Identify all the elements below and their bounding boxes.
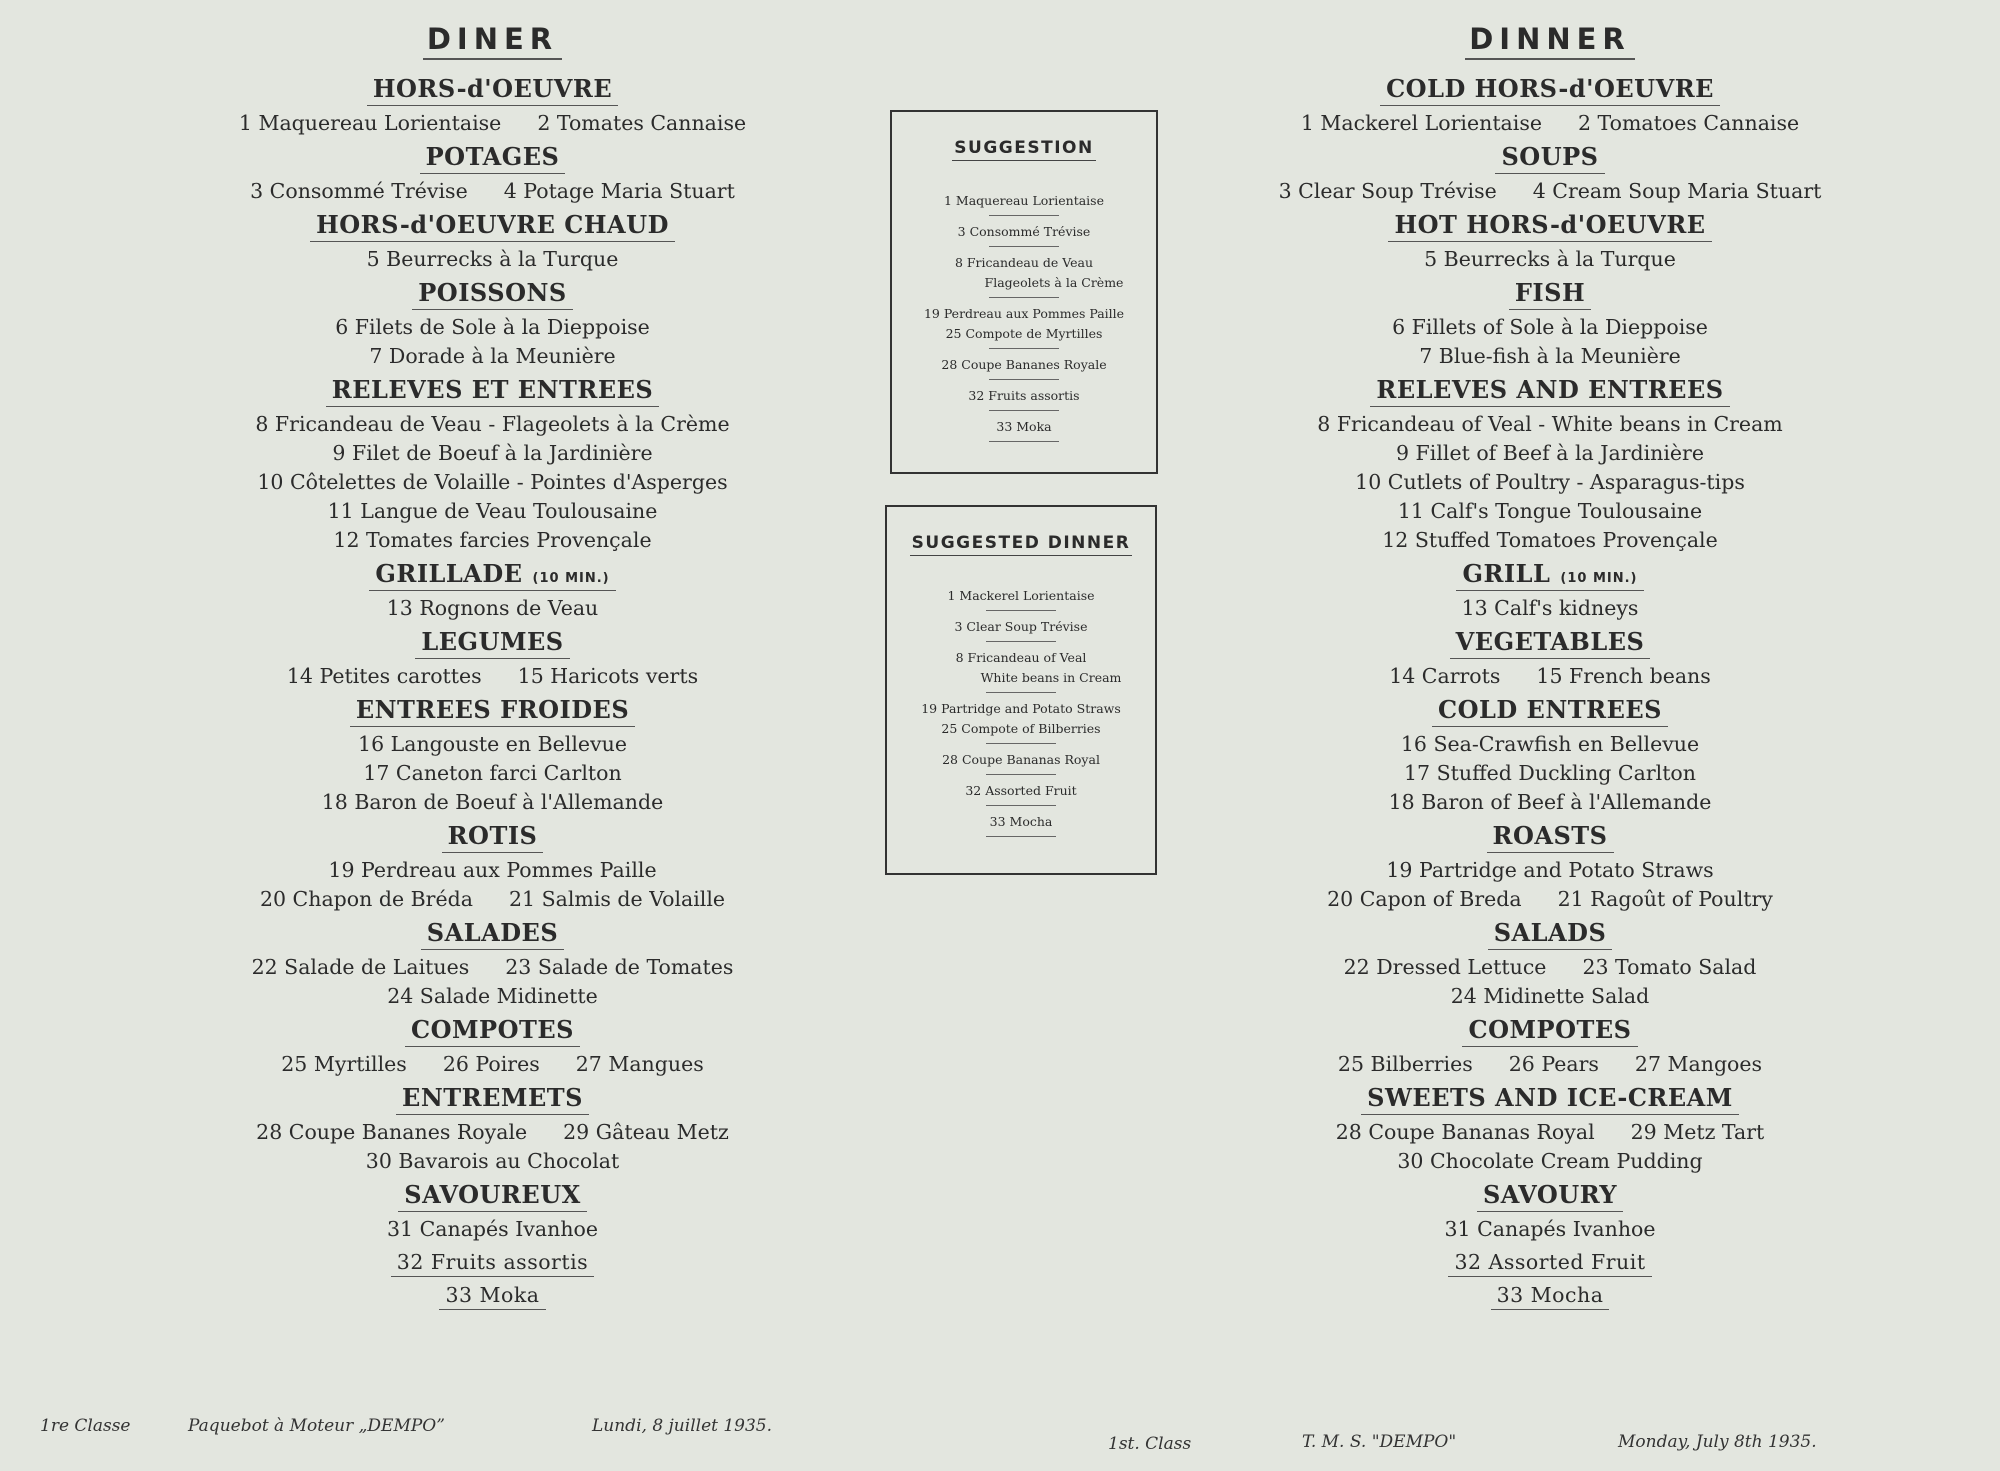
english-menu-title: DINNER xyxy=(1465,22,1635,60)
menu-item: 28 Coupe Bananes Royale xyxy=(256,1120,528,1144)
section-items xyxy=(1225,109,1875,138)
section-heading-text: SAVOUREUX xyxy=(404,1180,581,1209)
menu-item: 14 Carrots xyxy=(1389,664,1501,688)
menu-section xyxy=(185,371,800,555)
menu-section xyxy=(185,206,800,274)
menu-line xyxy=(185,885,800,914)
suggestion-item xyxy=(892,191,1156,211)
suggestion-box xyxy=(890,110,1158,474)
suggestion-item-line: 32 Assorted Fruit xyxy=(965,783,1077,798)
menu-line xyxy=(1225,953,1875,982)
french-menu xyxy=(185,22,800,1310)
menu-item: 16 Sea-Crawfish en Bellevue xyxy=(1400,732,1700,756)
menu-item: 25 Bilberries xyxy=(1337,1052,1473,1076)
menu-section xyxy=(185,817,800,914)
menu-section xyxy=(1225,623,1875,691)
menu-section xyxy=(1225,206,1875,274)
section-heading xyxy=(1380,74,1720,106)
suggestion-item-line: 25 Compote of Bilberries xyxy=(941,721,1101,736)
section-heading-text: ENTREES FROIDES xyxy=(355,695,630,724)
suggestion-item xyxy=(887,617,1155,637)
menu-line xyxy=(1225,1215,1875,1244)
suggestion-divider xyxy=(989,410,1059,411)
menu-item: 24 Midinette Salad xyxy=(1450,984,1650,1008)
section-heading xyxy=(1495,142,1604,174)
footer-en-class: 1st. Class xyxy=(1108,1434,1192,1454)
english-sections xyxy=(1225,70,1875,1310)
section-heading-text: HORS-d'OEUVRE xyxy=(372,74,613,103)
section-items xyxy=(1225,1050,1875,1079)
menu-line xyxy=(1225,245,1875,274)
menu-section xyxy=(1225,691,1875,817)
menu-section xyxy=(1225,1176,1875,1244)
menu-line xyxy=(185,788,800,817)
section-heading xyxy=(1509,278,1591,310)
suggested-dinner-title: SUGGESTED DINNER xyxy=(910,533,1133,556)
menu-item: 17 Stuffed Duckling Carlton xyxy=(1404,761,1696,785)
section-items xyxy=(1225,953,1875,1011)
footer-en-date: Monday, July 8th 1935. xyxy=(1618,1432,1817,1452)
menu-line xyxy=(1225,497,1875,526)
menu-section xyxy=(1225,274,1875,371)
section-heading-note: (10 MIN.) xyxy=(532,571,610,586)
menu-line xyxy=(185,982,800,1011)
menu-section xyxy=(185,1176,800,1244)
section-items xyxy=(1225,856,1875,914)
section-items xyxy=(1225,245,1875,274)
menu-section xyxy=(185,914,800,1011)
menu-tail xyxy=(185,1244,800,1310)
menu-section xyxy=(185,623,800,691)
tail-item-wrap xyxy=(1491,1283,1610,1310)
menu-item: 15 French beans xyxy=(1536,664,1711,688)
suggestion-item-line: 19 Partridge and Potato Straws xyxy=(921,701,1121,716)
menu-item: 26 Pears xyxy=(1508,1052,1599,1076)
suggestion-divider xyxy=(989,215,1059,216)
section-items xyxy=(185,856,800,914)
menu-item: 13 Calf's kidneys xyxy=(1461,596,1639,620)
menu-item: 15 Haricots verts xyxy=(517,664,699,688)
suggestion-divider xyxy=(989,348,1059,349)
menu-item: 7 Blue-fish à la Meunière xyxy=(1419,344,1681,368)
section-heading xyxy=(310,210,675,242)
section-heading xyxy=(442,821,544,853)
menu-item: 11 Langue de Veau Toulousaine xyxy=(327,499,658,523)
menu-line xyxy=(185,342,800,371)
suggestion-divider xyxy=(989,297,1059,298)
suggestion-item xyxy=(887,648,1155,688)
menu-item: 11 Calf's Tongue Toulousaine xyxy=(1397,499,1703,523)
menu-line xyxy=(1225,313,1875,342)
suggestion-divider xyxy=(986,743,1056,744)
menu-item: 21 Salmis de Volaille xyxy=(508,887,726,911)
menu-item: 3 Clear Soup Trévise xyxy=(1278,179,1497,203)
section-items xyxy=(185,730,800,817)
menu-item: 19 Perdreau aux Pommes Paille xyxy=(328,858,657,882)
section-items xyxy=(185,1215,800,1244)
menu-line xyxy=(185,109,800,138)
menu-item: 12 Stuffed Tomatoes Provençale xyxy=(1382,528,1718,552)
menu-item: 32 Assorted Fruit xyxy=(1454,1250,1646,1274)
section-heading-text: RELEVES ET ENTREES xyxy=(331,375,654,404)
section-heading-text: LEGUMES xyxy=(421,627,564,656)
section-heading xyxy=(396,1083,589,1115)
menu-item: 27 Mangoes xyxy=(1634,1052,1763,1076)
section-heading-text: SAVOURY xyxy=(1482,1180,1618,1209)
suggestion-divider xyxy=(986,610,1056,611)
english-menu xyxy=(1225,22,1875,1310)
tail-item-wrap xyxy=(391,1250,594,1277)
menu-item: 25 Myrtilles xyxy=(281,1052,407,1076)
menu-item: 17 Caneton farci Carlton xyxy=(363,761,622,785)
section-heading xyxy=(420,142,566,174)
menu-item: 22 Dressed Lettuce xyxy=(1343,955,1547,979)
menu-item: 21 Ragoût of Poultry xyxy=(1557,887,1773,911)
section-heading-text: SWEETS AND ICE-CREAM xyxy=(1367,1083,1733,1112)
section-heading-text: GRILLADE xyxy=(375,559,523,588)
menu-item: 30 Chocolate Cream Pudding xyxy=(1397,1149,1703,1173)
suggestion-item-line: 33 Mocha xyxy=(989,814,1053,829)
section-heading xyxy=(415,627,569,659)
suggestion-item-line: 32 Fruits assortis xyxy=(968,388,1080,403)
menu-section xyxy=(1225,70,1875,138)
section-heading xyxy=(367,74,618,106)
menu-line xyxy=(185,759,800,788)
section-heading-text: SOUPS xyxy=(1501,142,1599,171)
section-heading xyxy=(405,1015,580,1047)
suggestion-item xyxy=(892,304,1156,344)
section-heading xyxy=(1456,559,1643,591)
menu-item: 1 Maquereau Lorientaise xyxy=(238,111,502,135)
section-items xyxy=(1225,313,1875,371)
section-items xyxy=(185,109,800,138)
suggestion-item-line: White beans in Cream xyxy=(980,670,1122,685)
menu-section xyxy=(185,1079,800,1176)
menu-item: 30 Bavarois au Chocolat xyxy=(365,1149,620,1173)
menu-item: 33 Mocha xyxy=(1496,1283,1604,1307)
menu-line xyxy=(185,856,800,885)
suggestion-item xyxy=(887,781,1155,801)
menu-item: 31 Canapés Ivanhoe xyxy=(386,1217,598,1241)
section-heading-text: COLD ENTREES xyxy=(1437,695,1662,724)
section-heading-text: GRILL xyxy=(1462,559,1551,588)
section-heading-text: VEGETABLES xyxy=(1455,627,1645,656)
menu-section xyxy=(1225,1011,1875,1079)
menu-line xyxy=(1225,788,1875,817)
suggestion-items xyxy=(892,191,1156,442)
menu-item: 23 Salade de Tomates xyxy=(505,955,734,979)
section-heading-text: SALADES xyxy=(426,918,559,947)
suggestion-item-line: 8 Fricandeau de Veau xyxy=(954,255,1094,270)
menu-item: 12 Tomates farcies Provençale xyxy=(333,528,652,552)
section-heading xyxy=(1361,1083,1739,1115)
section-items xyxy=(185,1050,800,1079)
menu-line xyxy=(185,1050,800,1079)
menu-item: 24 Salade Midinette xyxy=(387,984,598,1008)
menu-line xyxy=(1225,1118,1875,1147)
menu-line xyxy=(185,526,800,555)
menu-item: 29 Gâteau Metz xyxy=(563,1120,729,1144)
menu-line xyxy=(1225,526,1875,555)
menu-item: 6 Fillets of Sole à la Dieppoise xyxy=(1392,315,1708,339)
section-heading xyxy=(369,559,615,591)
section-heading xyxy=(1370,375,1729,407)
menu-line xyxy=(1225,109,1875,138)
section-heading xyxy=(1432,695,1668,727)
menu-line xyxy=(1225,410,1875,439)
menu-line xyxy=(185,1147,800,1176)
suggestion-item-line: Flageolets à la Crème xyxy=(984,275,1124,290)
menu-item: 8 Fricandeau of Veal - White beans in Cream xyxy=(1317,412,1783,436)
menu-item: 7 Dorade à la Meunière xyxy=(369,344,616,368)
menu-line xyxy=(1225,885,1875,914)
menu-item: 2 Tomates Cannaise xyxy=(537,111,747,135)
menu-line xyxy=(1225,439,1875,468)
tail-item-wrap xyxy=(1448,1250,1651,1277)
section-heading-note: (10 MIN.) xyxy=(1560,571,1638,586)
menu-item: 18 Baron of Beef à l'Allemande xyxy=(1388,790,1712,814)
menu-line xyxy=(1225,759,1875,788)
section-heading xyxy=(1450,627,1651,659)
menu-tail xyxy=(1225,1244,1875,1310)
suggestion-divider xyxy=(989,441,1059,442)
menu-item: 5 Beurrecks à la Turque xyxy=(1424,247,1676,271)
section-heading-text: POISSONS xyxy=(418,278,567,307)
section-heading-text: SALADS xyxy=(1493,918,1607,947)
section-heading xyxy=(421,918,564,950)
menu-line xyxy=(1225,1147,1875,1176)
menu-section xyxy=(185,1011,800,1079)
suggestion-item-line: 28 Coupe Bananas Royal xyxy=(942,752,1100,767)
menu-item: 31 Canapés Ivanhoe xyxy=(1444,1217,1656,1241)
menu-item: 26 Poires xyxy=(442,1052,540,1076)
section-heading-text: ROTIS xyxy=(447,821,538,850)
section-items xyxy=(1225,1215,1875,1244)
section-items xyxy=(185,177,800,206)
menu-item: 22 Salade de Laitues xyxy=(251,955,470,979)
menu-item: 9 Fillet of Beef à la Jardinière xyxy=(1396,441,1704,465)
suggestion-divider xyxy=(986,805,1056,806)
menu-line xyxy=(185,468,800,497)
suggestion-item xyxy=(892,222,1156,242)
suggestion-item xyxy=(887,699,1155,739)
section-heading xyxy=(1487,821,1614,853)
section-heading xyxy=(1488,918,1613,950)
menu-section xyxy=(185,691,800,817)
section-items xyxy=(185,594,800,623)
menu-item: 20 Chapon de Bréda xyxy=(259,887,473,911)
suggestion-item xyxy=(887,586,1155,606)
suggestion-item xyxy=(892,355,1156,375)
menu-item: 28 Coupe Bananas Royal xyxy=(1335,1120,1595,1144)
suggestion-divider xyxy=(989,379,1059,380)
section-items xyxy=(1225,594,1875,623)
menu-line xyxy=(185,730,800,759)
suggestion-item xyxy=(887,750,1155,770)
suggestion-title: SUGGESTION xyxy=(952,138,1095,161)
menu-item: 4 Potage Maria Stuart xyxy=(503,179,735,203)
menu-section xyxy=(185,555,800,623)
menu-item: 23 Tomato Salad xyxy=(1582,955,1757,979)
section-heading xyxy=(1462,1015,1637,1047)
suggestion-item-line: 33 Moka xyxy=(996,419,1052,434)
menu-section xyxy=(185,70,800,138)
section-items xyxy=(185,953,800,1011)
menu-line xyxy=(185,953,800,982)
suggestion-item xyxy=(892,386,1156,406)
menu-line xyxy=(185,439,800,468)
menu-line xyxy=(1225,1050,1875,1079)
menu-item: 6 Filets de Sole à la Dieppoise xyxy=(335,315,650,339)
menu-line xyxy=(185,594,800,623)
suggestion-item-line: 1 Maquereau Lorientaise xyxy=(943,193,1104,208)
suggestion-item-line: 8 Fricandeau of Veal xyxy=(955,650,1087,665)
suggestion-divider xyxy=(986,692,1056,693)
suggested-dinner-box xyxy=(885,505,1157,875)
suggestion-item-line: 19 Perdreau aux Pommes Paille xyxy=(923,306,1125,321)
menu-item: 9 Filet de Boeuf à la Jardinière xyxy=(332,441,653,465)
menu-item: 29 Metz Tart xyxy=(1630,1120,1765,1144)
menu-line xyxy=(1225,730,1875,759)
section-heading-text: RELEVES AND ENTREES xyxy=(1376,375,1724,404)
section-heading xyxy=(350,695,635,727)
menu-line xyxy=(1225,856,1875,885)
menu-line xyxy=(1225,594,1875,623)
section-heading-text: HORS-d'OEUVRE CHAUD xyxy=(316,210,669,239)
menu-line xyxy=(185,662,800,691)
menu-item: 1 Mackerel Lorientaise xyxy=(1300,111,1542,135)
french-menu-title: DINER xyxy=(423,22,562,60)
menu-line xyxy=(185,313,800,342)
french-sections xyxy=(185,70,800,1310)
section-heading xyxy=(1388,210,1711,242)
menu-line xyxy=(185,177,800,206)
section-items xyxy=(1225,177,1875,206)
menu-section xyxy=(185,274,800,371)
section-heading-text: COMPOTES xyxy=(410,1015,574,1044)
menu-item: 4 Cream Soup Maria Stuart xyxy=(1532,179,1822,203)
menu-line xyxy=(1225,662,1875,691)
suggestion-item-line: 3 Clear Soup Trévise xyxy=(954,619,1088,634)
menu-line xyxy=(185,245,800,274)
menu-item: 20 Capon of Breda xyxy=(1327,887,1522,911)
section-heading-text: POTAGES xyxy=(425,142,560,171)
section-heading-text: COMPOTES xyxy=(1468,1015,1632,1044)
tail-item-wrap xyxy=(439,1283,545,1310)
section-items xyxy=(185,313,800,371)
menu-line xyxy=(1225,982,1875,1011)
menu-section xyxy=(1225,914,1875,1011)
suggestion-item-line: 3 Consommé Trévise xyxy=(957,224,1091,239)
menu-section xyxy=(1225,1079,1875,1176)
menu-line xyxy=(185,1215,800,1244)
section-items xyxy=(1225,730,1875,817)
suggested-dinner-items xyxy=(887,586,1155,837)
section-items xyxy=(185,662,800,691)
menu-section xyxy=(1225,138,1875,206)
menu-line xyxy=(185,497,800,526)
section-items xyxy=(185,410,800,555)
suggestion-item-line: 25 Compote de Myrtilles xyxy=(945,326,1103,341)
section-heading xyxy=(412,278,573,310)
section-heading xyxy=(326,375,659,407)
section-items xyxy=(1225,410,1875,555)
suggestion-divider xyxy=(986,641,1056,642)
section-items xyxy=(185,245,800,274)
section-heading-text: ROASTS xyxy=(1492,821,1608,850)
menu-item: 16 Langouste en Bellevue xyxy=(358,732,627,756)
section-items xyxy=(185,1118,800,1176)
menu-line xyxy=(185,1118,800,1147)
menu-line xyxy=(1225,342,1875,371)
section-heading-text: ENTREMETS xyxy=(402,1083,583,1112)
suggestion-item xyxy=(892,253,1156,293)
menu-section xyxy=(185,138,800,206)
menu-line xyxy=(1225,468,1875,497)
menu-item: 10 Cutlets of Poultry - Asparagus-tips xyxy=(1355,470,1745,494)
menu-item: 13 Rognons de Veau xyxy=(386,596,599,620)
section-heading-text: COLD HORS-d'OEUVRE xyxy=(1386,74,1714,103)
menu-section xyxy=(1225,555,1875,623)
menu-section xyxy=(1225,817,1875,914)
menu-item: 8 Fricandeau de Veau - Flageolets à la Crème xyxy=(255,412,730,436)
suggestion-divider xyxy=(989,246,1059,247)
footer-fr-ship: Paquebot à Moteur „DEMPO” xyxy=(188,1416,445,1436)
section-heading xyxy=(1477,1180,1623,1212)
menu-line xyxy=(1225,177,1875,206)
menu-item: 32 Fruits assortis xyxy=(396,1250,589,1274)
section-heading-text: FISH xyxy=(1514,278,1586,307)
menu-item: 27 Mangues xyxy=(575,1052,704,1076)
section-items xyxy=(1225,662,1875,691)
section-items xyxy=(1225,1118,1875,1176)
menu-item: 33 Moka xyxy=(445,1283,540,1307)
suggestion-item-line: 1 Mackerel Lorientaise xyxy=(947,588,1095,603)
menu-item: 19 Partridge and Potato Straws xyxy=(1386,858,1714,882)
menu-line xyxy=(185,410,800,439)
suggestion-item-line: 28 Coupe Bananes Royale xyxy=(941,357,1107,372)
section-heading-text: HOT HORS-d'OEUVRE xyxy=(1394,210,1706,239)
menu-item: 2 Tomatoes Cannaise xyxy=(1578,111,1800,135)
menu-item: 14 Petites carottes xyxy=(286,664,482,688)
suggestion-divider xyxy=(986,774,1056,775)
suggestion-item xyxy=(892,417,1156,437)
suggestion-item xyxy=(887,812,1155,832)
menu-item: 18 Baron de Boeuf à l'Allemande xyxy=(321,790,664,814)
footer-fr-date: Lundi, 8 juillet 1935. xyxy=(592,1416,773,1436)
menu-item: 3 Consommé Trévise xyxy=(250,179,468,203)
suggestion-divider xyxy=(986,836,1056,837)
section-heading xyxy=(398,1180,587,1212)
menu-item: 10 Côtelettes de Volaille - Pointes d'Asperges xyxy=(257,470,728,494)
menu-item: 5 Beurrecks à la Turque xyxy=(366,247,619,271)
menu-section xyxy=(1225,371,1875,555)
footer-fr-class: 1re Classe xyxy=(40,1416,131,1436)
footer-en-ship: T. M. S. "DEMPO" xyxy=(1302,1432,1457,1452)
